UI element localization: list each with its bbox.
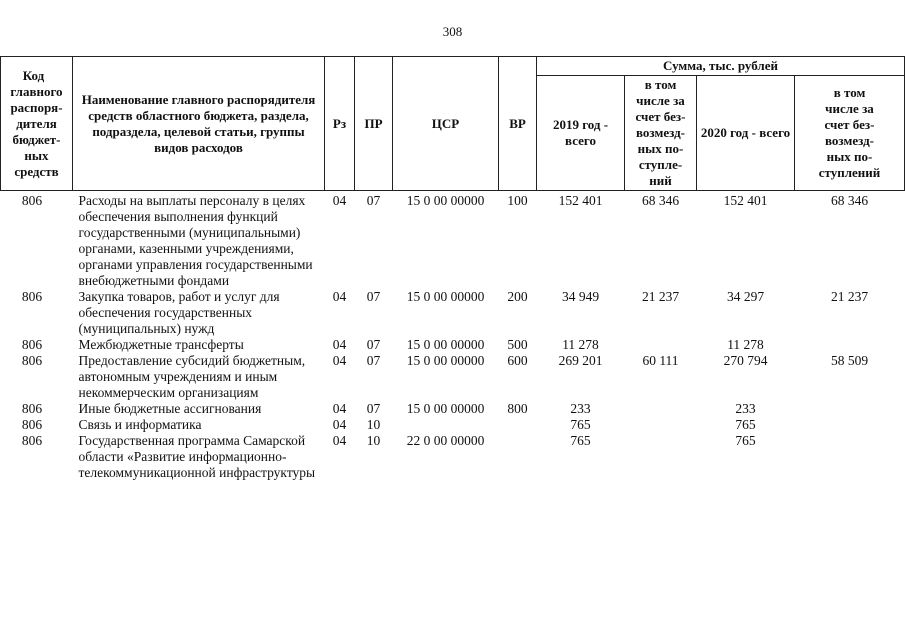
row-name: Предоставление субсидий бюджетным, автономным учреждениям и иным некоммерческим организациям (78, 353, 306, 400)
row-rz: 04 (332, 401, 347, 416)
row-rz: 04 (332, 433, 347, 448)
table-body (1, 191, 905, 482)
row-code: 806 (21, 193, 43, 208)
row-2019-total: 269 201 (558, 353, 603, 368)
row-vr: 500 (507, 337, 528, 352)
row-code: 806 (21, 401, 43, 416)
row-name: Иные бюджетные ассигнования (78, 401, 262, 416)
row-2019-incl: 21 237 (641, 289, 680, 304)
row-csr: 15 0 00 00000 (406, 289, 485, 304)
row-vr (499, 417, 537, 433)
row-2020-incl: 58 509 (830, 353, 869, 368)
row-2019-incl: 68 346 (641, 193, 680, 208)
row-2019-total: 233 (570, 401, 591, 416)
header-name: Наименование главного распорядителя средств областного бюджета, раздела, подраздела, целевой статьи, группы видов расходов (73, 57, 325, 191)
table-row (1, 289, 905, 337)
row-name: Расходы на выплаты персоналу в целях обеспечения выполнения функций государственными (муниципальными) органами, казенными учреждениями, органами управления государственными внебюджетными фондами (78, 193, 313, 288)
table-row (1, 433, 905, 481)
row-vr: 600 (507, 353, 528, 368)
row-rz: 04 (332, 417, 347, 432)
row-code: 806 (21, 289, 43, 304)
row-code: 806 (21, 433, 43, 448)
row-2020-total: 270 794 (723, 353, 768, 368)
header-2019-total: 2019 год - всего (537, 76, 625, 191)
row-2019-incl (625, 433, 697, 481)
row-2019-total: 765 (570, 433, 591, 448)
row-2019-total: 11 278 (562, 337, 599, 352)
header-rz: Рз (325, 57, 355, 191)
table-header (1, 57, 905, 191)
header-vr: ВР (499, 57, 537, 191)
row-2020-total: 11 278 (727, 337, 764, 352)
row-name: Связь и информатика (78, 417, 202, 432)
row-2020-total: 233 (735, 401, 756, 416)
row-csr: 15 0 00 00000 (406, 193, 485, 208)
row-2020-incl (795, 337, 905, 353)
row-code: 806 (21, 353, 43, 368)
page-number: 308 (442, 24, 463, 39)
row-2020-total: 152 401 (723, 193, 768, 208)
row-pr: 07 (366, 353, 381, 368)
row-2019-incl: 60 111 (642, 353, 679, 368)
row-2020-incl: 21 237 (830, 289, 869, 304)
row-name: Межбюджетные трансферты (78, 337, 244, 352)
row-pr: 07 (366, 337, 381, 352)
row-pr: 10 (366, 433, 381, 448)
row-2020-incl (795, 401, 905, 417)
row-rz: 04 (332, 193, 347, 208)
row-csr: 15 0 00 00000 (406, 353, 485, 368)
row-2019-total: 765 (570, 417, 591, 432)
row-rz: 04 (332, 337, 347, 352)
row-code: 806 (21, 417, 43, 432)
row-name: Государственная программа Самарской области «Развитие информационно-телекоммуникационной инфраструктуры (78, 433, 316, 480)
table-row (1, 353, 905, 401)
row-vr: 800 (507, 401, 528, 416)
row-csr (393, 417, 499, 433)
row-name: Закупка товаров, работ и услуг для обеспечения государственных (муниципальных) нужд (78, 289, 280, 336)
row-code: 806 (21, 337, 43, 352)
header-2020-total: 2020 год - всего (697, 76, 795, 191)
table-row (1, 337, 905, 353)
row-2019-incl (625, 417, 697, 433)
row-pr: 07 (366, 401, 381, 416)
header-pr: ПР (355, 57, 393, 191)
header-csr: ЦСР (393, 57, 499, 191)
row-vr: 100 (507, 193, 528, 208)
row-pr: 07 (366, 193, 381, 208)
row-2020-incl: 68 346 (830, 193, 869, 208)
header-2019-incl: в том числе за счет без- возмезд- ных по- ступле- ний (625, 76, 697, 191)
row-2019-total: 152 401 (558, 193, 603, 208)
header-code: Код главного распоря- дителя бюджет- ных средств (1, 57, 73, 191)
header-2020-incl: в том числе за счет без- возмезд- ных по- ступлений (795, 76, 905, 191)
row-pr: 07 (366, 289, 381, 304)
row-2020-total: 34 297 (726, 289, 765, 304)
row-2019-incl (625, 401, 697, 417)
row-csr: 22 0 00 00000 (406, 433, 485, 448)
row-2020-incl (795, 417, 905, 433)
header-sum: Сумма, тыс. рублей (537, 57, 905, 76)
row-2020-total: 765 (735, 417, 756, 432)
table-row (1, 401, 905, 417)
row-2019-incl (625, 337, 697, 353)
row-csr: 15 0 00 00000 (406, 401, 485, 416)
row-vr (499, 433, 537, 481)
row-vr: 200 (507, 289, 528, 304)
row-pr: 10 (366, 417, 381, 432)
row-2020-total: 765 (735, 433, 756, 448)
row-csr: 15 0 00 00000 (406, 337, 485, 352)
table-row (1, 417, 905, 433)
budget-table (0, 56, 905, 481)
table-row (1, 191, 905, 290)
row-rz: 04 (332, 289, 347, 304)
row-rz: 04 (332, 353, 347, 368)
row-2020-incl (795, 433, 905, 481)
row-2019-total: 34 949 (561, 289, 600, 304)
